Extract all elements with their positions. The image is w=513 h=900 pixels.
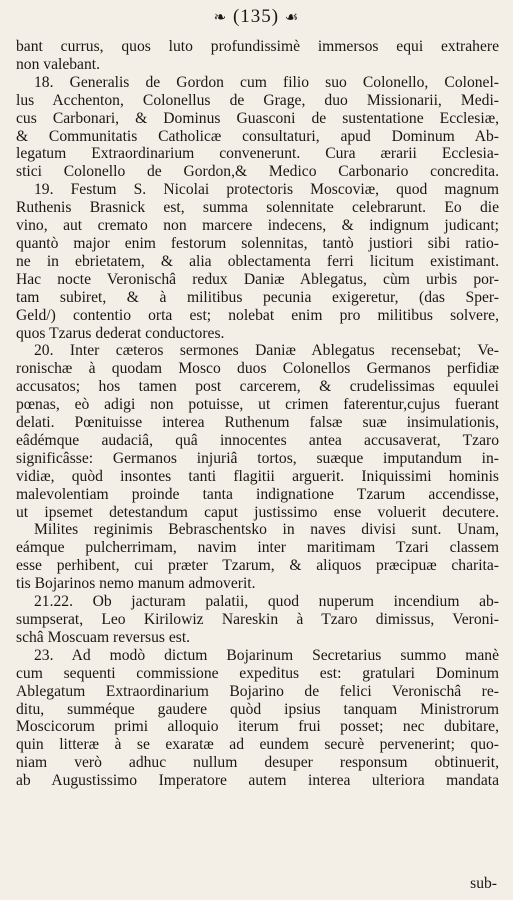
text-line: Moscicorum primi alloquio iterum frui posset; nec dubitare,	[16, 718, 499, 736]
text-line: Ruthenis Brasnick est, summa solennitate celebrarunt. Eo die	[16, 199, 499, 217]
text-line: quin litteræ à se exaratæ ad eundem securè pervenerint; quo-	[16, 736, 499, 754]
text-line: legatum Extraordinarium convenerunt. Cura ærarii Ecclesia-	[16, 145, 499, 163]
text-line: 18. Generalis de Gordon cum filio suo Colonello, Colonel-	[34, 73, 499, 91]
page-number: (135)	[232, 6, 280, 27]
text-line: 20. Inter cæteros sermones Daniæ Ablegatus recensebat; Ve-	[34, 342, 499, 360]
right-ornament-icon: ☙	[284, 10, 300, 26]
text-line: bant currus, quos luto profundissimè immersos equi extrahere	[16, 38, 499, 55]
text-line: Hac nocte Veronischâ redux Daniæ Ablegatus, cùm urbis por-	[16, 270, 499, 288]
text-line: Geld/) contentio orta est; nolebat enim pro militibus solvere,	[16, 306, 499, 324]
text-line: & Communitatis Catholicæ consultaturi, apud Dominum Ab-	[16, 127, 499, 145]
text-line: tis Bojarinos nemo manum admoverit.	[16, 575, 256, 593]
text-line: niam verò adhuc nullum desuper responsum obtinuerit,	[16, 754, 499, 772]
text-line: eâdémque audaciâ, quâ innocentes antea accusaverat, Tzaro	[16, 431, 499, 449]
text-line: tam subiret, & à militibus pecunia exigeretur, (das Sper-	[16, 288, 499, 306]
text-line: lus Acchenton, Colonellus de Grage, duo Missionarii, Medi-	[16, 91, 499, 109]
text-line: ab Augustissimo Imperatore autem interea ulteriora mandata	[16, 772, 499, 790]
text-line: esse perhibent, cui præter Tzarum, & aliquos præcipuæ charita-	[16, 557, 499, 575]
text-line: cum sequenti commissione expeditus est: gratulari Dominum	[16, 664, 499, 682]
left-ornament-icon: ❧	[213, 10, 228, 26]
text-line: accusatos; hos tamen post carcerem, & crudelissimas equulei	[16, 378, 499, 396]
text-line: vino, aut cremato non marcere indecens, & indignum judicant;	[16, 217, 499, 235]
text-line: quantò major enim festorum solennitas, tantò justiori sibi ratio-	[16, 234, 499, 252]
text-line: pœnas, eò adigi non potuisse, ut crimen faterentur,cujus fuerant	[16, 396, 499, 414]
text-line: ditu, summéque gaudere quòd ipsius tanquam Ministrorum	[16, 700, 499, 718]
catchword: sub-	[470, 875, 497, 892]
text-line: ne in ebrietatem, & alia oblectamenta ferri licitum existimant.	[16, 252, 499, 270]
text-line: significâsse: Germanos injuriâ tortos, suæque imputandum in-	[16, 449, 499, 467]
body-text	[16, 38, 499, 790]
text-line: 19. Festum S. Nicolai protectoris Moscoviæ, quod magnum	[34, 181, 499, 199]
text-line: 21.22. Ob jacturam palatii, quod nuperum incendium ab-	[34, 593, 499, 611]
text-line: vidiæ, quòd insontes tanti flagitii arguerit. Iniquissimi hominis	[16, 467, 499, 485]
text-line: ut ipsemet detestandum caput justissimo ense voluerit decutere.	[16, 503, 499, 521]
text-line: schâ Moscuam reversus est.	[16, 628, 191, 646]
text-line: Milites reginimis Bebraschentsko in naves divisi sunt. Unam,	[34, 521, 499, 539]
text-line: quos Tzarus dederat conductores.	[16, 324, 225, 342]
text-line: cus Carbonari, & Dominus Guasconi de sustentatione Ecclesiæ,	[16, 109, 499, 127]
text-line: 23. Ad modò dictum Bojarinum Secretarius summo manè	[34, 646, 499, 664]
text-line: stici Colonello de Gordon,& Medico Carbonario concredita.	[16, 163, 499, 181]
text-line: non valebant.	[16, 55, 101, 73]
text-line: malevolentiam proinde tanta indignatione Tzarum accendisse,	[16, 485, 499, 503]
text-line: Ablegatum Extraordinarium Bojarino de felici Veronischâ re-	[16, 682, 499, 700]
text-line: eámque pulcherrimam, navim inter maritimam Tzari classem	[16, 539, 499, 557]
text-line: delati. Pœnituisse interea Ruthenum falsæ suæ insimulationis,	[16, 414, 499, 432]
page-header	[0, 6, 513, 28]
text-line: sumpserat, Leo Kirilowiz Nareskin à Tzaro dimissus, Veroni-	[16, 611, 499, 628]
text-line: ronischæ à quodam Mosco duos Colonellos Germanos perfidiæ	[16, 360, 499, 378]
